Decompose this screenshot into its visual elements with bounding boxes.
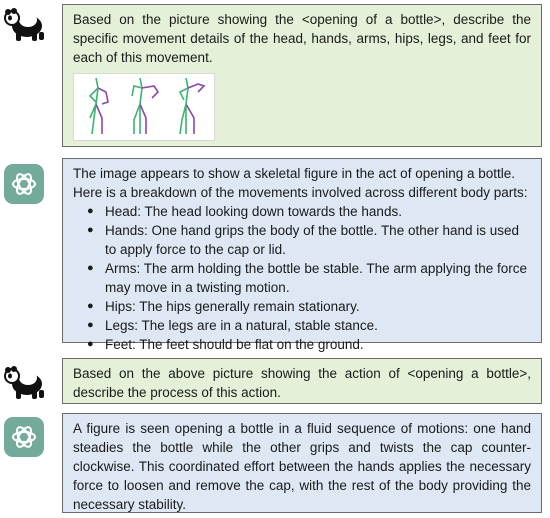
movement-list <box>73 202 531 354</box>
chatgpt-logo-icon <box>4 417 46 459</box>
list-item: ● Feet: The feet should be flat on the ground. <box>93 335 531 354</box>
user-prompt-text: Based on the above picture showing the action of <opening a bottle>, describe the process of this action. <box>73 366 531 400</box>
skeleton-figure <box>180 78 204 134</box>
panda-icon <box>4 2 46 44</box>
user-bubble-2 <box>62 358 542 404</box>
skeleton-sequence-image <box>73 73 215 141</box>
skeleton-figure <box>90 78 108 134</box>
assistant-intro-text: The image appears to show a skeletal figure in the act of opening a bottle. Here is a breakdown of the movements involved across different body parts: <box>73 166 528 200</box>
assistant-bubble-2 <box>62 413 542 513</box>
user-bubble-1 <box>62 4 542 147</box>
list-item: ● Head: The head looking down towards the hands. <box>93 202 531 221</box>
panda-icon <box>4 360 46 402</box>
assistant-bubble-1 <box>62 158 542 352</box>
list-item: ● Arms: The arm holding the bottle be stable. The arm applying the force may move in a twisting motion. <box>93 259 531 297</box>
skeleton-figure <box>132 78 158 134</box>
user-prompt-text: Based on the picture showing the <opening of a bottle>, describe the specific movement details of the head, hands, arms, hips, legs, and feet for each of this movement. <box>73 12 531 65</box>
assistant-response-text: A figure is seen opening a bottle in a fluid sequence of motions: one hand steadies the bottle while the other grips and twists the cap counter-clockwise. This coordinated effort between the hands applies the necessary force to loosen and remove the cap, with the rest of the body providing the necessary stability. <box>73 421 531 512</box>
list-item: ● Hips: The hips generally remain stationary. <box>93 297 531 316</box>
chatgpt-logo-icon <box>4 164 46 206</box>
list-item: ● Legs: The legs are in a natural, stable stance. <box>93 316 531 335</box>
list-item: ● Hands: One hand grips the body of the bottle. The other hand is used to apply force to the cap or lid. <box>93 221 531 259</box>
